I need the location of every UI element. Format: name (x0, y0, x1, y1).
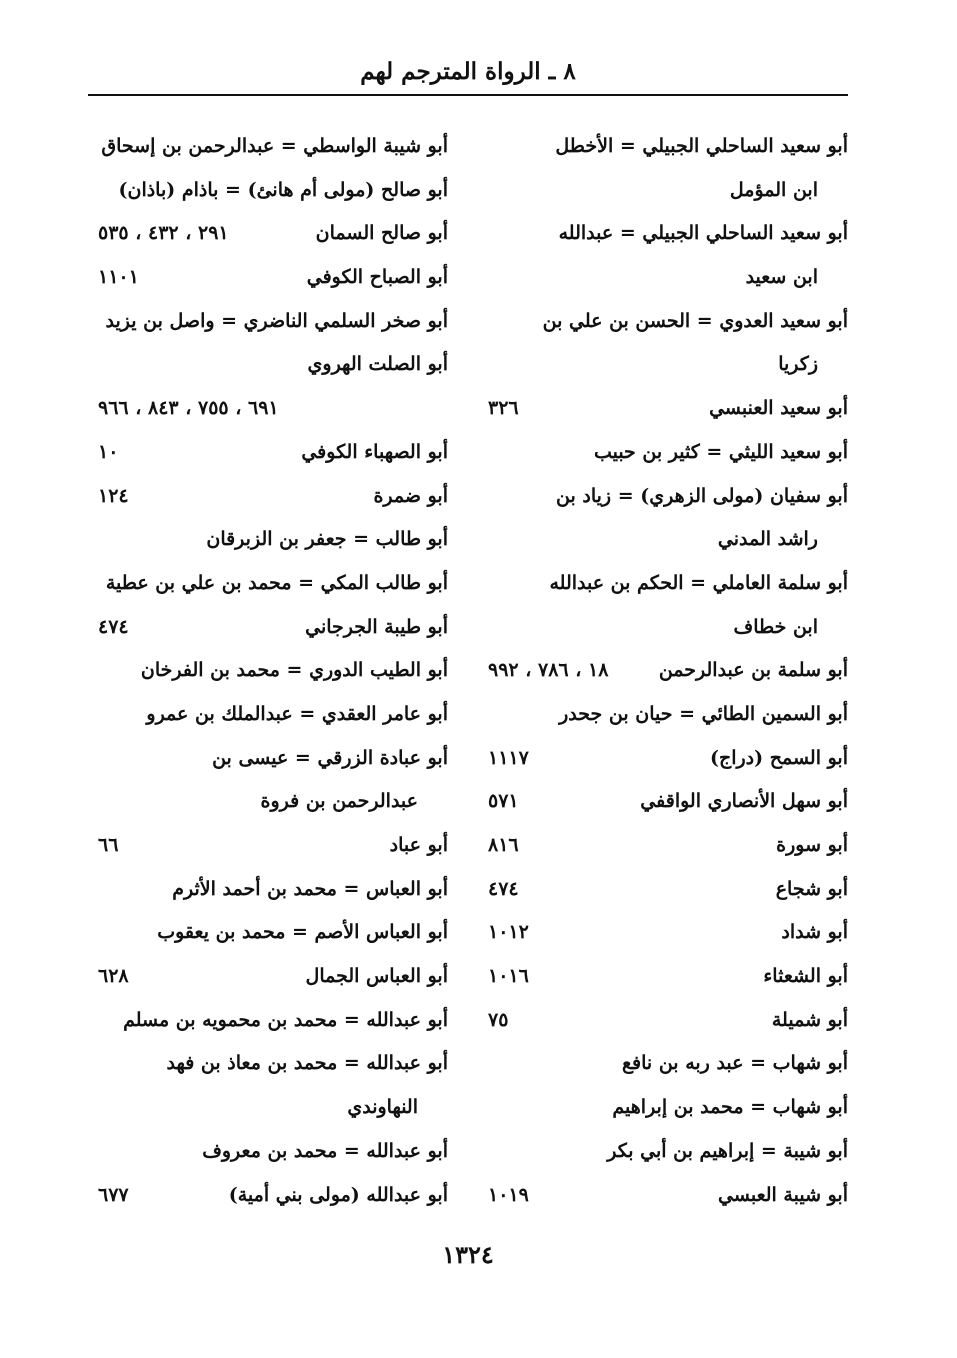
page-references: ٦٢٨ (98, 965, 129, 988)
page-references: ٥٧١ (488, 790, 519, 813)
narrator-name: أبو طالب = جعفر بن الزبرقان (206, 528, 448, 551)
narrator-name: راشد المدني (717, 528, 818, 551)
page-references: ١٠ (98, 440, 119, 463)
index-entry (478, 1174, 848, 1218)
page-references: ٦٧٧ (98, 1183, 129, 1206)
narrator-name: أبو سورة (776, 834, 848, 856)
narrator-name: أبو طالب المكي = محمد بن علي بن عطية (105, 571, 448, 594)
page-references: ٤٧٤ (98, 615, 129, 638)
narrator-name: أبو العباس = محمد بن أحمد الأثرم (172, 877, 448, 900)
narrator-name: أبو العباس الأصم = محمد بن يعقوب (157, 921, 448, 944)
narrator-name: أبو سعيد الساحلي الجبيلي = الأخطل (555, 135, 848, 157)
narrator-name: أبو عبدالله = محمد بن محمويه بن مسلم (123, 1008, 448, 1031)
narrator-name: أبو سفيان (مولى الزهري) = زياد بن (556, 484, 848, 507)
narrator-name: أبو صالح (مولى أم هانئ) = باذام (باذان) (118, 178, 448, 201)
narrator-name: ابن سعيد (745, 266, 818, 289)
index-column-right (478, 125, 848, 1217)
page-references: ٦٦ (98, 834, 119, 856)
page-references: ١٠١٦ (488, 965, 529, 988)
index-entry (88, 606, 448, 650)
index-entry (478, 955, 848, 999)
index-entry (88, 300, 448, 344)
index-entry (478, 212, 848, 256)
index-entry (478, 169, 848, 213)
narrator-name: أبو السمح (دراج) (709, 746, 848, 769)
narrator-name: أبو شيبة الواسطي = عبدالرحمن بن إسحاق (101, 135, 448, 157)
index-column-left (88, 125, 448, 1217)
narrator-name: أبو ضمرة (373, 484, 448, 507)
index-entry (88, 824, 448, 868)
narrator-name: أبو طيبة الجرجاني (305, 615, 448, 638)
index-entry (88, 431, 448, 475)
index-entry (478, 1042, 848, 1086)
header-rule (88, 94, 848, 96)
index-entry (88, 562, 448, 606)
narrator-name: عبدالرحمن بن فروة (260, 790, 418, 813)
index-entry (88, 125, 448, 169)
narrator-name: أبو السمين الطائي = حيان بن جحدر (559, 702, 848, 725)
page-references: ١١١٧ (488, 746, 529, 769)
index-entry (478, 649, 848, 693)
index-entry (88, 1086, 448, 1130)
page-references: ١٠١٩ (488, 1183, 529, 1206)
index-entry (88, 693, 448, 737)
index-entry (478, 300, 848, 344)
index-entry (88, 518, 448, 562)
narrator-name: أبو شيبة العبسي (718, 1183, 848, 1206)
index-entry (478, 824, 848, 868)
index-entry (88, 475, 448, 519)
index-entry (88, 911, 448, 955)
narrator-name: ابن خطاف (733, 615, 818, 638)
narrator-name: أبو صخر السلمي الناضري = واصل بن يزيد (105, 309, 448, 332)
narrator-name: أبو عبدالله (مولى بني أمية) (228, 1183, 448, 1206)
page-references: ١٠١٢ (488, 921, 529, 944)
narrator-name: أبو سلمة العاملي = الحكم بن عبدالله (549, 571, 848, 594)
narrator-name: النهاوندي (347, 1096, 418, 1119)
index-entry (88, 1130, 448, 1174)
narrator-name: أبو سهل الأنصاري الواقفي (640, 790, 848, 813)
narrator-name: أبو سلمة بن عبدالرحمن (658, 659, 848, 682)
index-entry (478, 431, 848, 475)
index-entry (478, 1130, 848, 1174)
narrator-name: أبو عامر العقدي = عبدالملك بن عمرو (146, 702, 448, 725)
narrator-name: أبو سعيد الساحلي الجبيلي = عبدالله (558, 222, 848, 245)
page-references: ٧٥ (488, 1008, 509, 1031)
index-entry (478, 387, 848, 431)
index-entry (478, 256, 848, 300)
narrator-name: أبو سعيد الليثي = كثير بن حبيب (593, 440, 848, 463)
narrator-name: أبو شهاب = عبد ربه بن نافع (621, 1052, 848, 1075)
narrator-name: أبو العباس الجمال (305, 965, 448, 988)
page-references: ١١٠١ (98, 266, 139, 289)
page-references: ٢٩١ ، ٤٣٢ ، ٥٣٥ (98, 222, 229, 245)
narrator-name: أبو شداد (781, 921, 848, 944)
index-entry (88, 169, 448, 213)
index-entry (88, 212, 448, 256)
index-entry (88, 1174, 448, 1218)
narrator-name: أبو الصلت الهروي (307, 353, 448, 376)
index-entry (478, 606, 848, 650)
page-references: ٤٧٤ (488, 877, 519, 900)
index-entry (88, 737, 448, 781)
index-entry (478, 693, 848, 737)
page-references: ٣٢٦ (488, 397, 519, 420)
index-entry (478, 911, 848, 955)
narrator-name: أبو عبادة الزرقي = عيسى بن (212, 746, 448, 769)
narrator-name: أبو شيبة = إبراهيم بن أبي بكر (607, 1139, 848, 1162)
index-entry (478, 562, 848, 606)
index-entry (478, 475, 848, 519)
narrator-name: أبو سعيد العدوي = الحسن بن علي بن (542, 309, 848, 332)
index-entry (478, 125, 848, 169)
narrator-name: أبو الشعثاء (763, 965, 848, 988)
index-entry (478, 868, 848, 912)
narrator-name: أبو عباد (389, 834, 448, 856)
index-entry (88, 868, 448, 912)
narrator-name: أبو شهاب = محمد بن إبراهيم (612, 1096, 848, 1119)
index-entry (478, 518, 848, 562)
page-references: ١٨ ، ٧٨٦ ، ٩٩٢ (488, 659, 609, 682)
index-entry (478, 343, 848, 387)
page-references: ٨١٦ (488, 834, 519, 856)
narrator-name: أبو الصهباء الكوفي (301, 440, 448, 463)
narrator-name: أبو الصباح الكوفي (306, 266, 448, 289)
index-entry (478, 737, 848, 781)
index-entry (88, 343, 448, 387)
index-entry (478, 999, 848, 1043)
index-entry (88, 256, 448, 300)
index-entry (88, 1042, 448, 1086)
index-entry (88, 955, 448, 999)
narrator-name: أبو عبدالله = محمد بن معروف (202, 1139, 448, 1162)
index-entry (88, 649, 448, 693)
index-entry (88, 780, 448, 824)
narrator-name: أبو صالح السمان (315, 222, 448, 245)
narrator-name: أبو شميلة (771, 1008, 848, 1031)
index-entry (478, 1086, 848, 1130)
index-entry (478, 780, 848, 824)
page-references: ١٢٤ (98, 484, 129, 507)
index-entry (88, 999, 448, 1043)
narrator-name: أبو عبدالله = محمد بن معاذ بن فهد (166, 1052, 448, 1075)
narrator-name: أبو الطيب الدوري = محمد بن الفرخان (140, 659, 448, 682)
page-number: ١٣٢٤ (442, 1240, 494, 1269)
narrator-name: أبو شجاع (775, 877, 848, 900)
narrator-name: زكريا (778, 353, 818, 376)
index-entry (88, 387, 448, 431)
narrator-name: ابن المؤمل (729, 178, 818, 201)
page-references: ٦٩١ ، ٧٥٥ ، ٨٤٣ ، ٩٦٦ (98, 397, 279, 420)
running-header: ٨ ـ الرواة المترجم لهم (360, 58, 576, 85)
narrator-name: أبو سعيد العنبسي (709, 397, 848, 420)
